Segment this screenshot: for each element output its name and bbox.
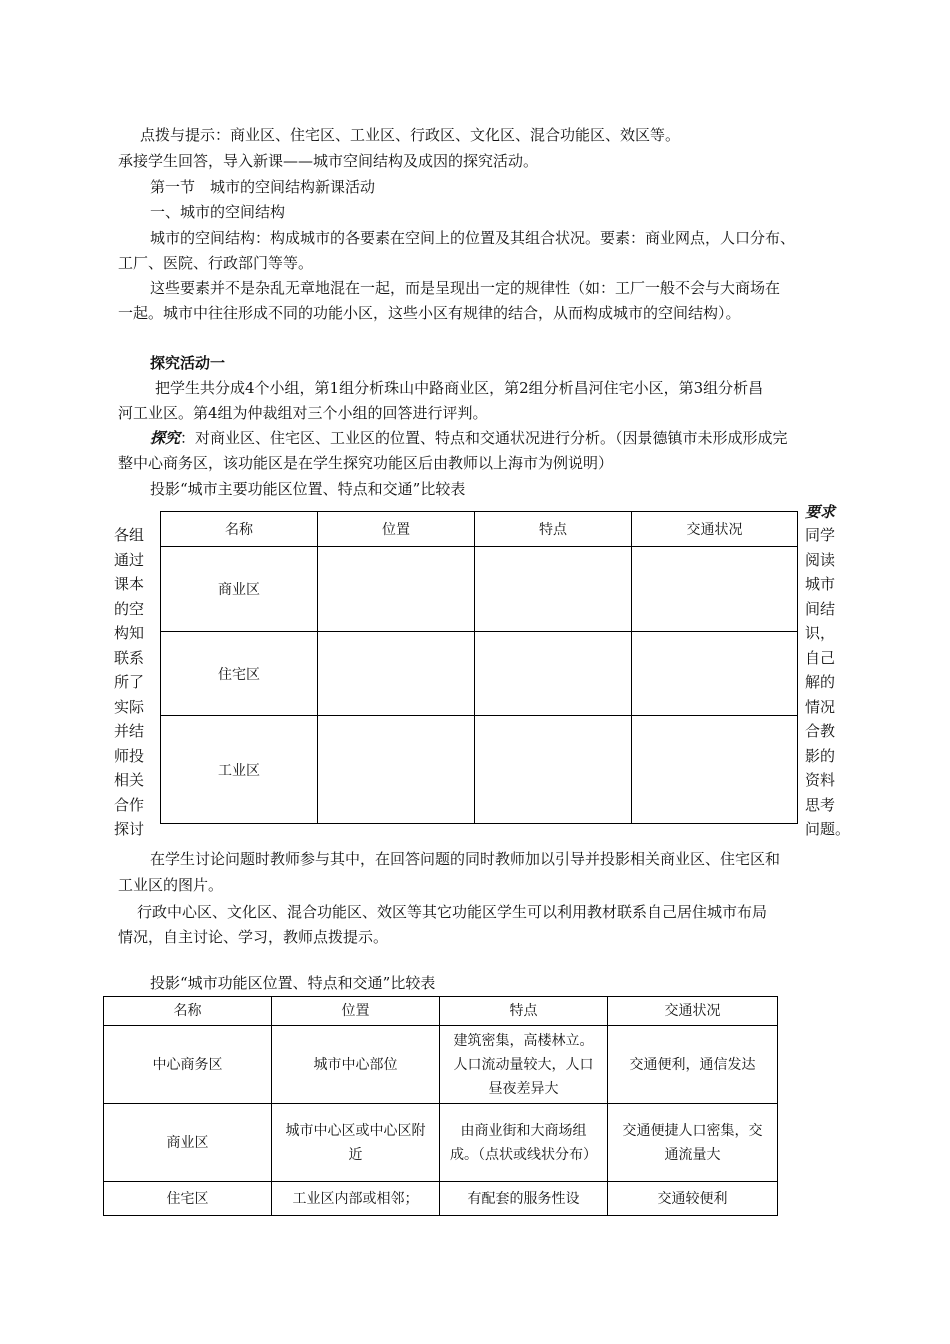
side-text-fragment: 并结 xyxy=(114,722,145,740)
pattern-line-1: 这些要素并不是杂乱无章地混在一起，而是呈现出一定的规律性（如：工厂一般不会与大商场在 xyxy=(150,279,781,297)
left-side-text xyxy=(114,523,154,842)
side-text-fragment: 构知 xyxy=(114,624,145,642)
table2-cell: 由商业街和大商场组成。（点状或线状分布） xyxy=(440,1104,608,1182)
side-text-fragment: 课本 xyxy=(114,575,145,593)
side-text-fragment: 的空 xyxy=(114,599,145,618)
table2-header: 名称 xyxy=(104,997,272,1026)
activity-line-2: 河工业区。第4组为仲裁组对三个小组的回答进行评判。 xyxy=(118,404,488,422)
side-text-fragment: 城市 xyxy=(805,575,836,593)
other-zones-line-2: 情况，自主讨论、学习，教师点拨提示。 xyxy=(118,928,389,946)
table1-cell: 工业区 xyxy=(161,716,318,824)
side-text-fragment: 间结 xyxy=(805,599,836,618)
side-text-fragment: 通过 xyxy=(114,550,145,569)
function-zone-table xyxy=(160,511,798,824)
table1-cell: 商业区 xyxy=(161,547,318,632)
side-text-fragment: 识， xyxy=(805,624,836,642)
discussion-line-1: 在学生讨论问题时教师参与其中，在回答问题的同时教师加以引导并投影相关商业区、住宅区和 xyxy=(150,850,781,868)
table1-cell xyxy=(475,632,632,716)
explore-text: ：对商业区、住宅区、工业区的位置、特点和交通状况进行分析。（因景德镇市未形成形成完 xyxy=(180,429,788,447)
side-text-fragment: 探讨 xyxy=(114,820,145,838)
table2-cell: 城市中心区或中心区附近 xyxy=(272,1104,440,1182)
pattern-line-2: 一起。城市中往往形成不同的功能小区，这些小区有规律的结合，从而构成城市的空间结构）。 xyxy=(118,304,741,322)
table2-caption: 投影“城市功能区位置、特点和交通”比较表 xyxy=(150,974,436,992)
discussion-line-2: 工业区的图片。 xyxy=(118,876,224,894)
side-text-fragment: 影的 xyxy=(805,746,836,765)
table2-cell: 工业区内部或相邻； xyxy=(272,1182,440,1216)
table1-cell: 住宅区 xyxy=(161,632,318,716)
side-text-fragment: 相关 xyxy=(114,771,145,789)
table2-cell: 交通便捷人口密集，交通流量大 xyxy=(608,1104,778,1182)
explore-label: 探究 xyxy=(150,429,181,447)
requirement-label: 要求 xyxy=(805,503,836,521)
table-row xyxy=(161,716,798,824)
subsection-title: 一、城市的空间结构 xyxy=(150,203,286,221)
activity-line-1: 把学生共分成4个小组，第1组分析珠山中路商业区，第2组分析昌河住宅小区，第3组分析昌 xyxy=(155,379,764,397)
table2-cell: 商业区 xyxy=(104,1104,272,1182)
table2-header: 位置 xyxy=(272,997,440,1026)
table2-cell: 建筑密集，高楼林立。人口流动量较大，人口昼夜差异大 xyxy=(440,1026,608,1104)
side-text-fragment: 问题。 xyxy=(805,820,851,838)
intro-line: 承接学生回答，导入新课——城市空间结构及成因的探究活动。 xyxy=(118,152,539,170)
table-row xyxy=(161,632,798,716)
side-text-fragment: 所了 xyxy=(114,673,145,691)
table2-header: 交通状况 xyxy=(608,997,778,1026)
table1-header: 交通状况 xyxy=(632,512,798,547)
table-row xyxy=(104,1026,778,1104)
side-text-fragment: 情况 xyxy=(805,697,836,716)
side-text-fragment: 思考 xyxy=(805,795,836,814)
section-title: 第一节 城市的空间结构新课活动 xyxy=(150,178,376,196)
table1-cell xyxy=(475,716,632,824)
definition-line-1: 城市的空间结构：构成城市的各要素在空间上的位置及其组合状况。要素：商业网点，人口分布、 xyxy=(150,229,796,247)
table1-header: 名称 xyxy=(161,512,318,547)
table1-header: 特点 xyxy=(475,512,632,547)
table2-cell: 城市中心部位 xyxy=(272,1026,440,1104)
side-text-fragment: 同学 xyxy=(805,526,836,544)
side-text-fragment: 联系 xyxy=(114,648,145,667)
right-side-text xyxy=(805,523,851,842)
table2-cell: 交通较便利 xyxy=(608,1182,778,1216)
side-text-fragment: 合教 xyxy=(805,722,836,740)
table1-header: 位置 xyxy=(318,512,475,547)
hint-line: 点拨与提示：商业区、住宅区、工业区、行政区、文化区、混合功能区、效区等。 xyxy=(140,126,681,144)
table1-caption: 投影“城市主要功能区位置、特点和交通”比较表 xyxy=(150,480,466,498)
table1-cell xyxy=(318,547,475,632)
table2-cell: 住宅区 xyxy=(104,1182,272,1216)
definition-line-2: 工厂、医院、行政部门等等。 xyxy=(118,254,314,272)
table2-cell: 交通便利，通信发达 xyxy=(608,1026,778,1104)
table1-cell xyxy=(632,632,798,716)
side-text-fragment: 资料 xyxy=(805,771,836,789)
side-text-fragment: 实际 xyxy=(114,697,145,716)
table1-cell xyxy=(475,547,632,632)
side-text-fragment: 各组 xyxy=(114,526,145,544)
explore-line-2: 整中心商务区，该功能区是在学生探究功能区后由教师以上海市为例说明） xyxy=(118,454,614,472)
table2-cell: 有配套的服务性设 xyxy=(440,1182,608,1216)
table-row xyxy=(104,1182,778,1216)
table-row xyxy=(104,1104,778,1182)
side-text-fragment: 阅读 xyxy=(805,550,836,569)
side-text-fragment: 合作 xyxy=(114,795,145,814)
table2-cell: 中心商务区 xyxy=(104,1026,272,1104)
function-zone-comparison-table xyxy=(103,996,778,1216)
table-row xyxy=(161,547,798,632)
table1-cell xyxy=(318,716,475,824)
table1-cell xyxy=(632,716,798,824)
table2-header: 特点 xyxy=(440,997,608,1026)
activity-title: 探究活动一 xyxy=(150,354,226,372)
side-text-fragment: 解的 xyxy=(805,673,836,691)
table1-cell xyxy=(632,547,798,632)
table1-cell xyxy=(318,632,475,716)
side-text-fragment: 自己 xyxy=(805,648,836,667)
other-zones-line-1: 行政中心区、文化区、混合功能区、效区等其它功能区学生可以利用教材联系自己居住城市布局 xyxy=(137,903,768,921)
explore-line-1 xyxy=(150,426,788,450)
side-text-fragment: 师投 xyxy=(114,746,145,765)
